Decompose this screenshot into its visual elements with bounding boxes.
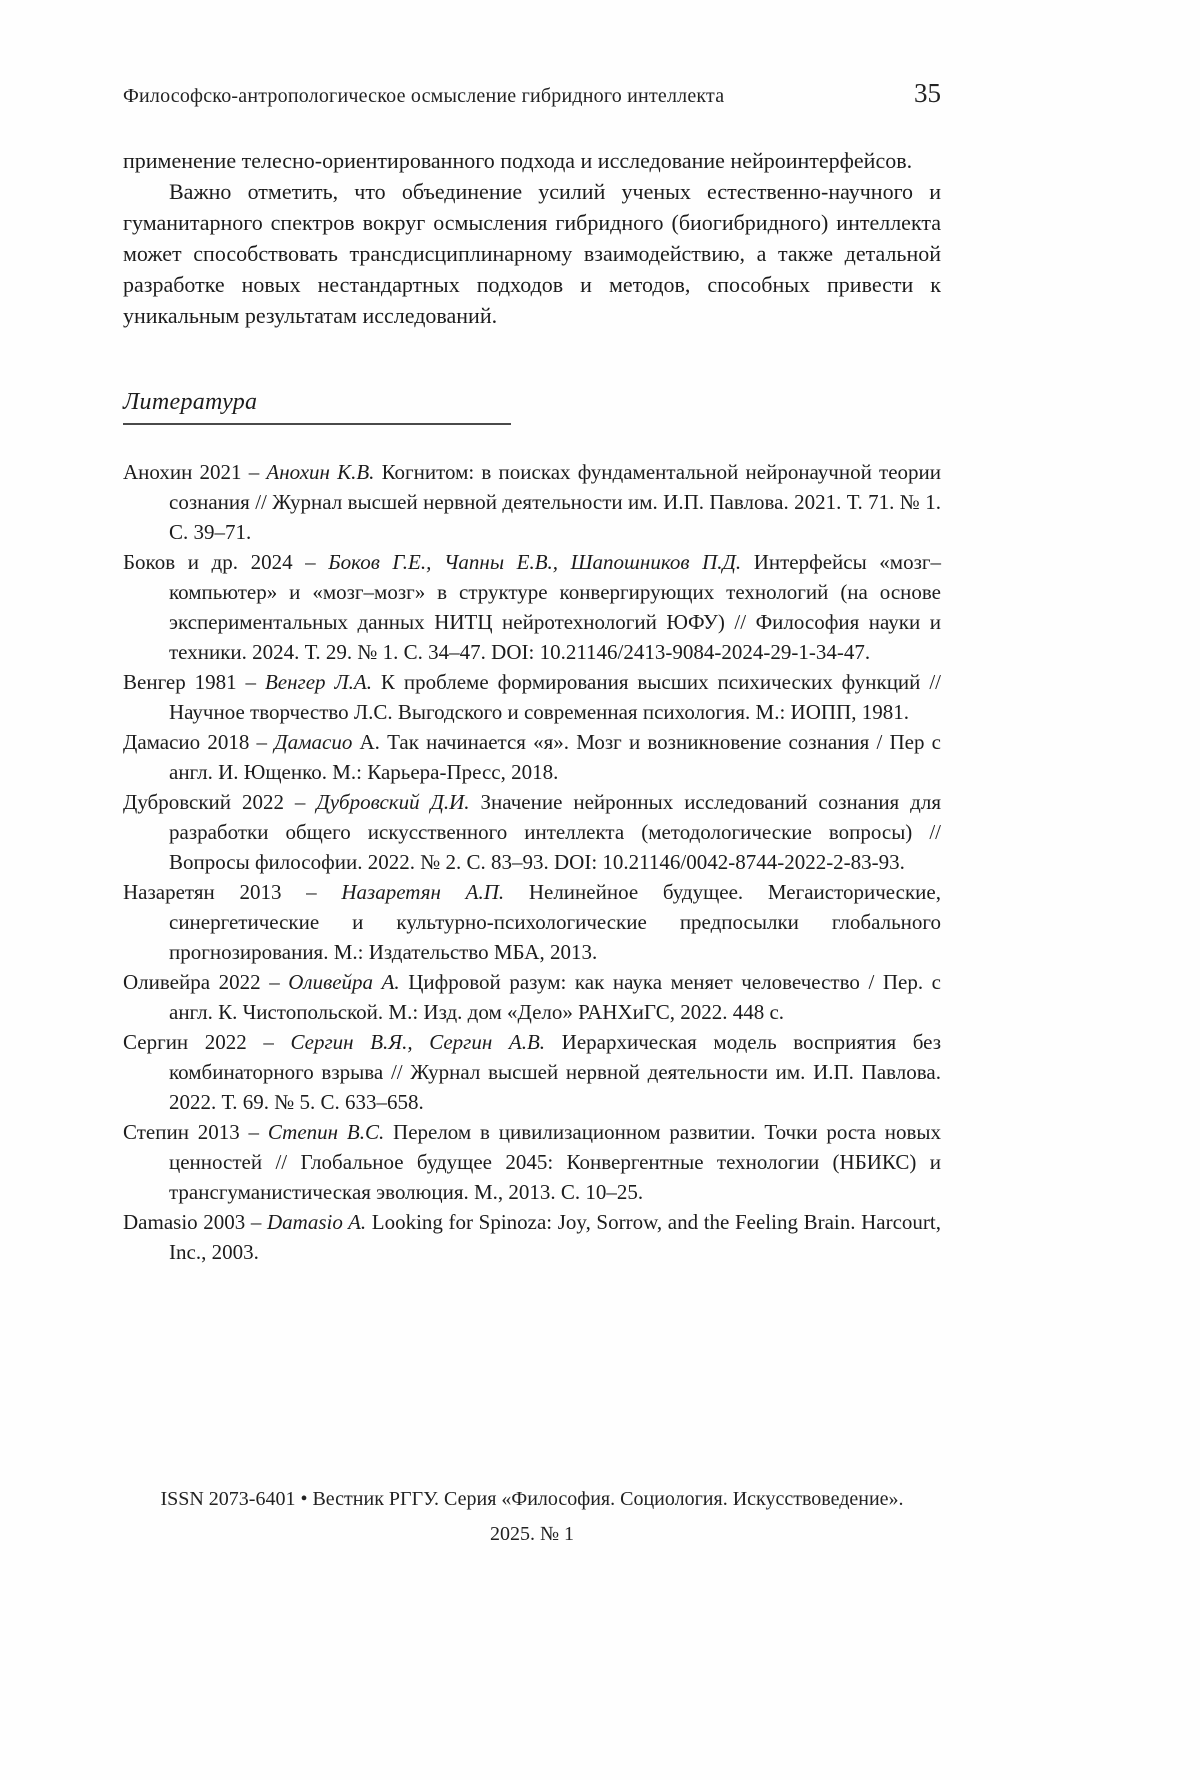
page-footer — [123, 1482, 941, 1552]
reference-label: Дамасио 2018 – — [123, 730, 275, 754]
reference-text: К проблеме формирования высших психических функций // Научное творчество Л.С. Выгодского и современная психология. М.: ИОПП, 1981. — [169, 670, 941, 724]
footer-issn-line: ISSN 2073-6401 • Вестник РГГУ. Серия «Философия. Социология. Искусствоведение». — [160, 1488, 904, 1510]
reference-entry — [123, 787, 941, 877]
reference-entry — [123, 1207, 941, 1267]
section-title: Литература — [123, 389, 258, 415]
reference-authors: Венгер Л.А. — [264, 670, 373, 694]
reference-label: Дубровский 2022 – — [123, 790, 317, 814]
reference-entry — [123, 547, 941, 667]
section-rule — [123, 423, 511, 425]
footer-issue-line: 2025. № 1 — [489, 1523, 575, 1545]
reference-text: Looking for Spinoza: Joy, Sorrow, and the Feeling Brain. Harcourt, Inc., 2003. — [169, 1210, 941, 1264]
reference-text: Иерархическая модель восприятия без комбинаторного взрыва // Журнал высшей нервной деятельности им. И.П. Павлова. 2022. Т. 69. № 5. С. 633–658. — [169, 1030, 941, 1114]
reference-entry — [123, 727, 941, 787]
paragraph: Важно отметить, что объединение усилий ученых естественно-научного и гуманитарного спектров вокруг осмысления гибридного (биогибридного) интеллекта может способствовать трансдисциплинарному взаимодействию, а также детальной разработке новых нестандартных подходов и методов, способных привести к уникальным результатам исследований. — [123, 179, 941, 328]
reference-text: Перелом в цивилизационном развитии. Точки роста новых ценностей // Глобальное будущее 2045: Конвергентные технологии (НБИКС) и трансгуманистическая эволюция. М., 2013. С. 10–25. — [169, 1120, 941, 1204]
reference-label: Сергин 2022 – — [123, 1030, 291, 1054]
reference-label: Анохин 2021 – — [123, 460, 267, 484]
reference-authors: Анохин К.В. — [266, 460, 375, 484]
running-title: Философско-антропологическое осмысление гибридного интеллекта — [123, 85, 725, 107]
reference-entry — [123, 967, 941, 1027]
reference-authors: Оливейра А. — [288, 970, 400, 994]
reference-entry — [123, 667, 941, 727]
reference-entry — [123, 457, 941, 547]
reference-authors: Боков Г.Е., Чапны Е.В., Шапошников П.Д. — [328, 550, 742, 574]
page-content — [123, 78, 941, 1267]
paragraph-continuation: применение телесно-ориентированного подхода и исследование нейроинтерфейсов. — [123, 148, 913, 173]
reference-authors: Сергин В.Я., Сергин А.В. — [290, 1030, 546, 1054]
reference-entry — [123, 877, 941, 967]
reference-authors: Дубровский Д.И. — [316, 790, 470, 814]
reference-label: Боков и др. 2024 – — [123, 550, 329, 574]
reference-text: Цифровой разум: как наука меняет человечество / Пер. с англ. К. Чистопольской. М.: Изд. дом «Дело» РАНХиГС, 2022. 448 с. — [169, 970, 941, 1024]
reference-label: Венгер 1981 – — [123, 670, 265, 694]
reference-text: А. Так начинается «я». Мозг и возникновение сознания / Пер с англ. И. Ющенко. М.: Карьера-Пресс, 2018. — [169, 730, 941, 784]
reference-label: Назаретян 2013 – — [123, 880, 342, 904]
reference-authors: Назаретян А.П. — [341, 880, 505, 904]
reference-authors: Дамасио — [274, 730, 353, 754]
reference-text: Нелинейное будущее. Мегаисторические, синергетические и культурно-психологические предпосылки глобального прогнозирования. М.: Издательство МБА, 2013. — [169, 880, 941, 964]
reference-entry — [123, 1117, 941, 1207]
references-list — [123, 457, 941, 1267]
page-header — [123, 78, 941, 109]
reference-entry — [123, 1027, 941, 1117]
reference-text: Значение нейронных исследований сознания для разработки общего искусственного интеллекта (методологические вопросы) // Вопросы философии. 2022. № 2. С. 83–93. DOI: 10.21146/0042-8744-2022-2-83-93. — [169, 790, 941, 874]
article-body — [123, 145, 941, 331]
reference-label: Оливейра 2022 – — [123, 970, 289, 994]
reference-authors: Степин В.С. — [267, 1120, 385, 1144]
reference-label: Степин 2013 – — [123, 1120, 268, 1144]
reference-text: Интерфейсы «мозг–компьютер» и «мозг–мозг» в структуре конвергирующих технологий (на основе экспериментальных данных НИТЦ нейротехнологий ЮФУ) // Философия науки и техники. 2024. Т. 29. № 1. С. 34–47. DOI: 10.21146/2413-9084-2024-29-1-34-47. — [169, 550, 941, 664]
references-section — [123, 389, 941, 1267]
reference-text: Когнитом: в поисках фундаментальной нейронаучной теории сознания // Журнал высшей нервной деятельности им. И.П. Павлова. 2021. Т. 71. № 1. С. 39–71. — [169, 460, 942, 544]
reference-label: Damasio 2003 – — [123, 1210, 267, 1234]
reference-authors: Damasio A. — [267, 1210, 367, 1234]
page-number: 35 — [914, 78, 941, 108]
